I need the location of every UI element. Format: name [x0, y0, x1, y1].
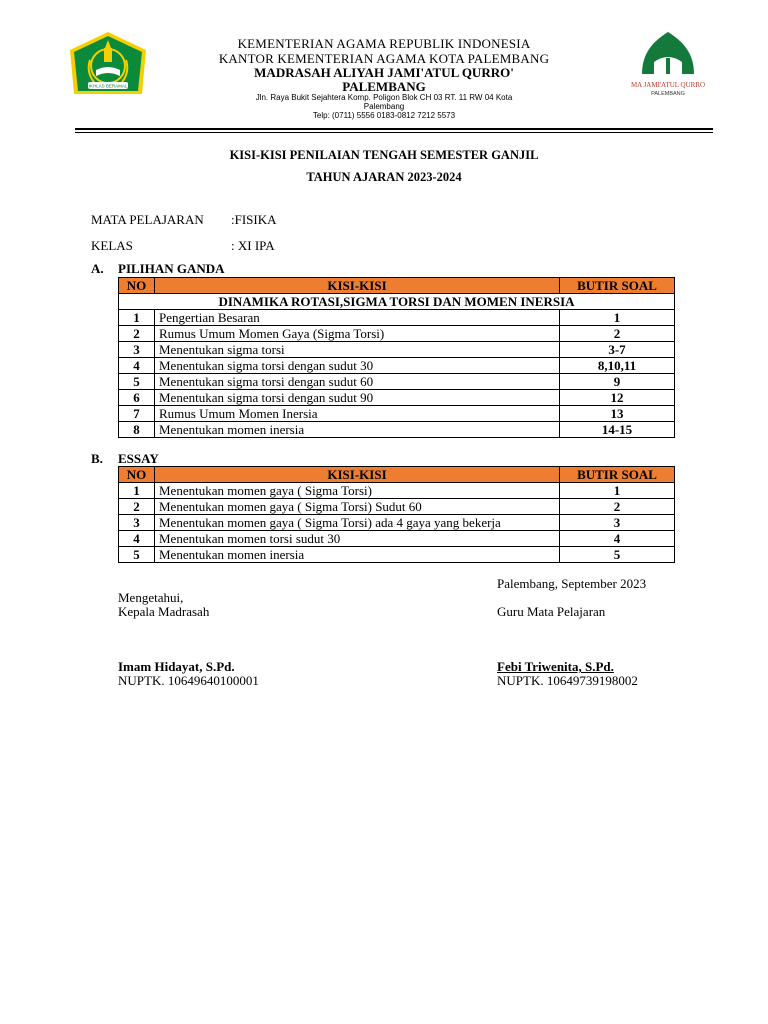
row-no: 5 — [119, 374, 155, 390]
header-divider-thin — [75, 132, 713, 133]
row-kisi: Menentukan momen inersia — [155, 422, 560, 438]
table-row — [119, 342, 675, 358]
row-kisi: Menentukan sigma torsi dengan sudut 30 — [155, 358, 560, 374]
table-row — [119, 374, 675, 390]
row-no: 7 — [119, 406, 155, 422]
topic-subheader: DINAMIKA ROTASI,SIGMA TORSI DAN MOMEN INERSIA — [119, 294, 675, 310]
row-kisi: Menentukan momen gaya ( Sigma Torsi) ada 4 gaya yang bekerja — [155, 515, 560, 531]
section-a-title: PILIHAN GANDA — [118, 261, 225, 276]
row-kisi: Menentukan momen torsi sudut 30 — [155, 531, 560, 547]
class-value: : XI IPA — [231, 238, 275, 253]
table-row — [119, 326, 675, 342]
subject-value: :FISIKA — [231, 212, 277, 227]
table-row — [119, 422, 675, 438]
multiple-choice-table — [118, 277, 675, 438]
row-kisi: Rumus Umum Momen Gaya (Sigma Torsi) — [155, 326, 560, 342]
school-logo-subtext: PALEMBANG — [651, 91, 685, 97]
document-subtitle: TAHUN AJARAN 2023-2024 — [306, 170, 462, 184]
header-city: PALEMBANG — [342, 79, 426, 94]
table-row — [119, 358, 675, 374]
row-butir: 2 — [560, 326, 675, 342]
row-kisi: Menentukan sigma torsi — [155, 342, 560, 358]
header-phone: Telp: (0711) 5556 0183-0812 7212 5573 — [312, 111, 456, 120]
table-row — [119, 390, 675, 406]
row-no: 3 — [119, 515, 155, 531]
table-header-row — [119, 278, 675, 294]
row-no: 2 — [119, 326, 155, 342]
header-address-city: Palembang — [363, 102, 405, 111]
table-row — [119, 310, 675, 326]
section-a-letter: A. — [91, 261, 104, 276]
row-kisi: Pengertian Besaran — [155, 310, 560, 326]
acknowledged-label: Mengetahui, — [118, 590, 184, 605]
row-kisi: Menentukan momen inersia — [155, 547, 560, 563]
row-butir: 9 — [560, 374, 675, 390]
table-subheader-row — [119, 294, 675, 310]
table-row — [119, 547, 675, 563]
header-office: KANTOR KEMENTERIAN AGAMA KOTA PALEMBANG — [218, 51, 550, 66]
row-butir: 13 — [560, 406, 675, 422]
row-no: 8 — [119, 422, 155, 438]
row-no: 6 — [119, 390, 155, 406]
header-school-name: MADRASAH ALIYAH JAMI'ATUL QURRO' — [254, 65, 514, 80]
table-row — [119, 483, 675, 499]
table-row — [119, 515, 675, 531]
row-butir: 1 — [560, 483, 675, 499]
row-no: 2 — [119, 499, 155, 515]
kemenag-logo-text: IKHLAS BERAMAL — [88, 83, 128, 89]
header-kisi: KISI-KISI — [155, 278, 560, 294]
principal-name: Imam Hidayat, S.Pd. — [118, 659, 235, 674]
table-row — [119, 499, 675, 515]
row-kisi: Menentukan momen gaya ( Sigma Torsi) Sudut 60 — [155, 499, 560, 515]
row-butir: 5 — [560, 547, 675, 563]
principal-nuptk: NUPTK. 10649640100001 — [118, 673, 259, 688]
row-no: 4 — [119, 531, 155, 547]
essay-table — [118, 466, 675, 563]
document-title: KISI-KISI PENILAIAN TENGAH SEMESTER GANJIL — [229, 148, 539, 162]
subject-label: MATA PELAJARAN — [91, 212, 204, 227]
teacher-title: Guru Mata Pelajaran — [497, 604, 606, 619]
row-butir: 4 — [560, 531, 675, 547]
table-row — [119, 531, 675, 547]
header-ministry: KEMENTERIAN AGAMA REPUBLIK INDONESIA — [237, 36, 531, 51]
section-b-letter: B. — [91, 451, 103, 466]
teacher-nuptk: NUPTK. 10649739198002 — [497, 673, 638, 688]
row-kisi: Menentukan sigma torsi dengan sudut 60 — [155, 374, 560, 390]
row-butir: 14-15 — [560, 422, 675, 438]
header-divider-thick — [75, 128, 713, 130]
row-kisi: Rumus Umum Momen Inersia — [155, 406, 560, 422]
header-kisi: KISI-KISI — [155, 467, 560, 483]
school-logo-text: MA JAMI'ATUL QURRO — [630, 81, 706, 89]
table-row — [119, 406, 675, 422]
header-butir: BUTIR SOAL — [560, 467, 675, 483]
row-kisi: Menentukan momen gaya ( Sigma Torsi) — [155, 483, 560, 499]
row-butir: 1 — [560, 310, 675, 326]
row-butir: 3 — [560, 515, 675, 531]
class-label: KELAS — [91, 238, 133, 253]
principal-title: Kepala Madrasah — [118, 604, 210, 619]
row-no: 4 — [119, 358, 155, 374]
row-no: 1 — [119, 483, 155, 499]
teacher-name: Febi Triwenita, S.Pd. — [497, 659, 614, 674]
header-no: NO — [119, 467, 155, 483]
row-butir: 12 — [560, 390, 675, 406]
row-butir: 2 — [560, 499, 675, 515]
row-butir: 8,10,11 — [560, 358, 675, 374]
row-no: 3 — [119, 342, 155, 358]
header-address: Jln. Raya Bukit Sejahtera Komp. Poligon Blok CH 03 RT. 11 RW 04 Kota — [255, 93, 513, 102]
header-no: NO — [119, 278, 155, 294]
row-no: 1 — [119, 310, 155, 326]
header-butir: BUTIR SOAL — [560, 278, 675, 294]
row-butir: 3-7 — [560, 342, 675, 358]
table-header-row — [119, 467, 675, 483]
row-no: 5 — [119, 547, 155, 563]
row-kisi: Menentukan sigma torsi dengan sudut 90 — [155, 390, 560, 406]
section-b-title: ESSAY — [118, 451, 159, 466]
place-date: Palembang, September 2023 — [497, 576, 647, 591]
